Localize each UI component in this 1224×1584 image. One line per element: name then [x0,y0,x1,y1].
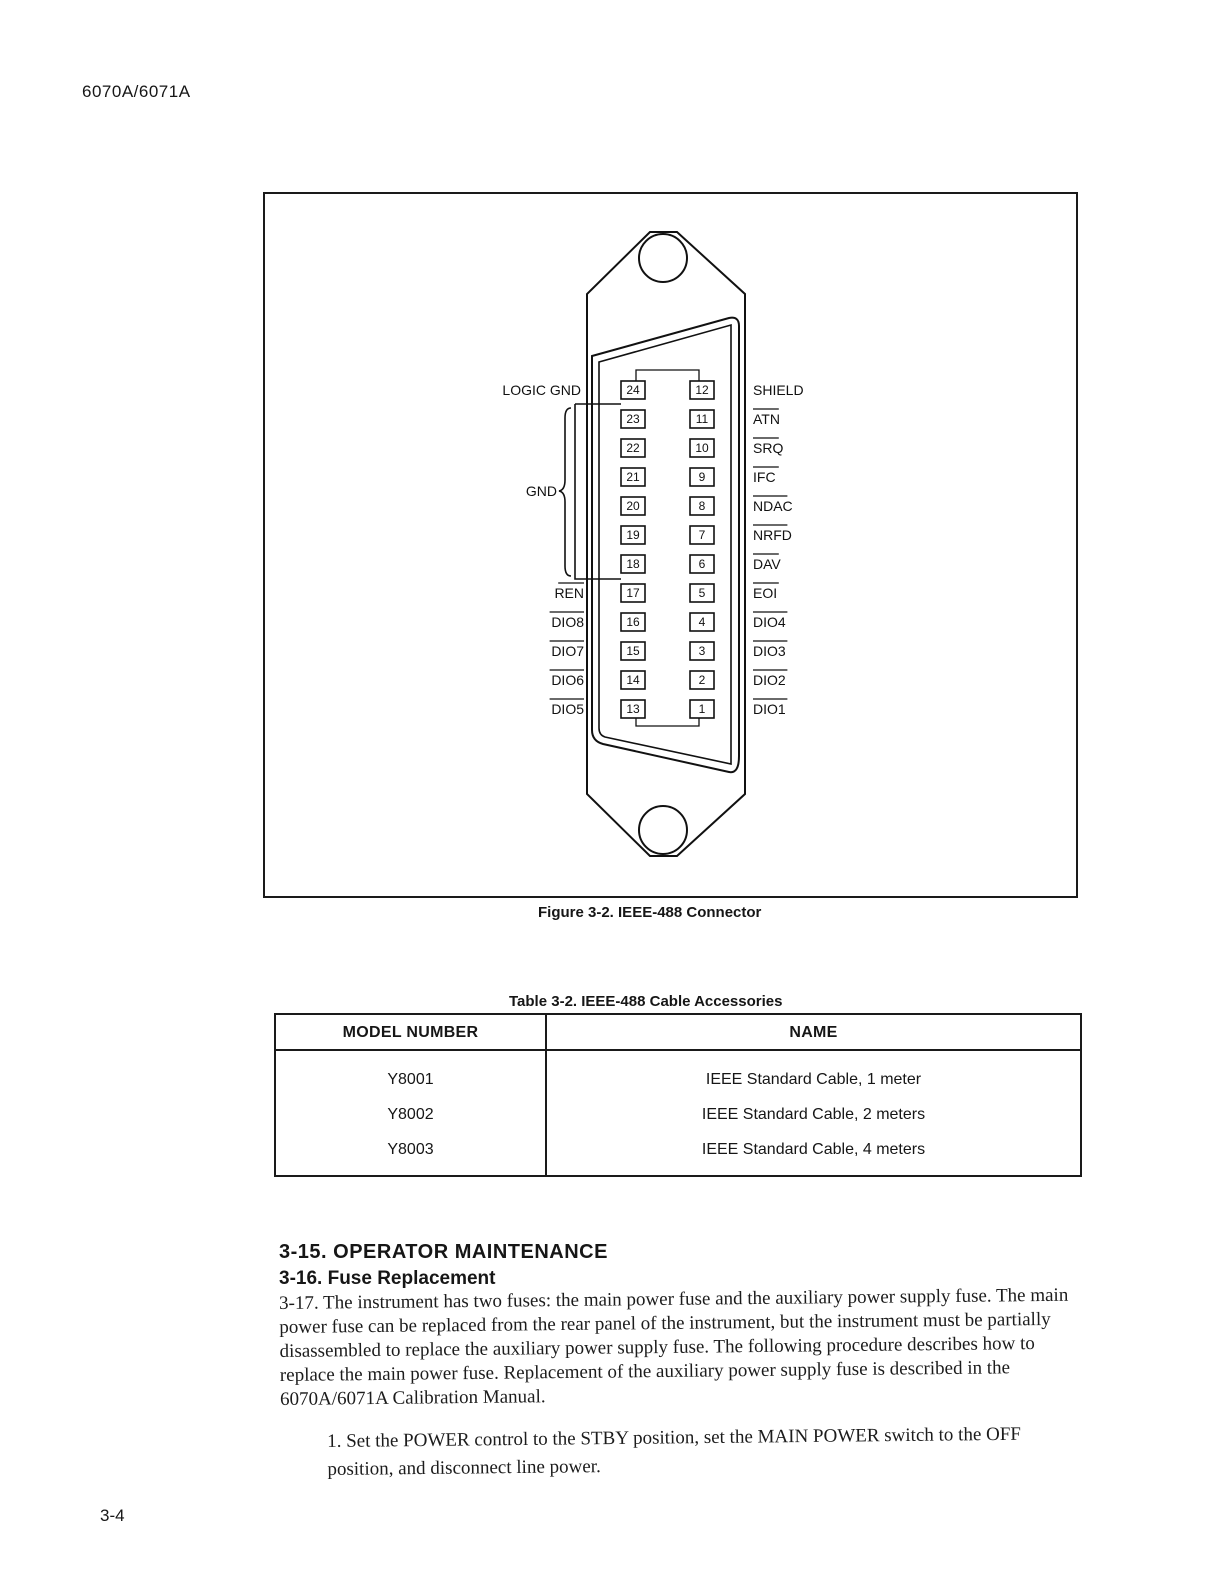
signal-label: DAV [753,556,781,572]
figure-frame [263,192,1078,898]
pin-number: 10 [695,441,709,455]
table-row [276,1106,1080,1136]
pin-number: 12 [695,383,709,397]
ieee-488-connector-diagram [265,194,1076,896]
signal-label: DIO6 [551,672,584,688]
pin-number: 20 [626,499,640,513]
table-row [276,1071,1080,1101]
connector-insert-outer [592,318,739,773]
procedure-step-1: 1. Set the POWER control to the STBY position, set the MAIN POWER switch to the OFF position, and disconnect line power. [327,1423,1022,1480]
pin-number: 5 [698,586,706,600]
name-cell: IEEE Standard Cable, 4 meters [701,1141,926,1158]
signal-label: DIO3 [753,643,786,659]
pin-number: 16 [626,615,640,629]
signal-label: SHIELD [753,382,804,398]
pin-number: 15 [626,644,640,658]
gnd-wiring [575,404,621,579]
signal-label: ATN [753,411,780,427]
gnd-label: GND [525,483,557,499]
pin-number: 11 [695,412,709,426]
top-mounting-hole [639,234,687,282]
name-cell: IEEE Standard Cable, 1 meter [705,1071,922,1088]
pin-number: 1 [698,702,706,716]
table-caption: Table 3-2. IEEE-488 Cable Accessories [509,993,783,1010]
pin-number: 14 [626,673,640,687]
signal-label: DIO7 [551,643,584,659]
paragraph-3-17: 3-17. The instrument has two fuses: the main power fuse and the auxiliary power supply fuse. The main power fuse can be replaced from the rear panel of the instrument, but the instrument must be partially disassembled to replace the auxiliary power supply fuse. The following procedure describes how to replace the main power fuse. Replacement of the auxiliary power supply fuse is described in the 6070A/6071A Calibration Manual. [279,1284,1069,1410]
column-header-name: NAME [789,1024,838,1041]
logic-gnd-label: LOGIC GND [502,382,581,398]
pin-number: 17 [626,586,640,600]
column-header-model: MODEL NUMBER [342,1024,479,1041]
figure-caption: Figure 3-2. IEEE-488 Connector [538,904,762,921]
gnd-brace [559,408,571,576]
signal-label: DIO4 [753,614,786,630]
table-header-row [276,1015,1080,1051]
section-heading-fuse-replacement: 3-16. Fuse Replacement [279,1268,496,1289]
pin-number: 6 [698,557,706,571]
pin-number: 8 [698,499,706,513]
signal-label: IFC [753,469,776,485]
pin-number: 19 [626,528,640,542]
pin-number: 13 [626,702,640,716]
pin-number: 18 [626,557,640,571]
signal-label: SRQ [753,440,784,456]
model-number-cell: Y8002 [387,1106,434,1123]
model-number-cell: Y8001 [387,1071,434,1088]
pin-number: 2 [698,673,706,687]
pin-number: 7 [698,528,706,542]
document-model-id: 6070A/6071A [82,82,191,101]
table-row [276,1141,1080,1171]
page-number: 3-4 [100,1506,125,1525]
signal-label: NDAC [753,498,793,514]
name-cell: IEEE Standard Cable, 2 meters [701,1106,926,1123]
pin-number: 23 [626,412,640,426]
pin-number: 22 [626,441,640,455]
signal-label: NRFD [753,527,792,543]
pin-number: 21 [626,470,640,484]
pin-number: 24 [626,383,640,397]
model-number-cell: Y8003 [387,1141,434,1158]
signal-label: DIO1 [753,701,786,717]
cable-accessories-table [274,1013,1082,1177]
pin-number: 9 [698,470,706,484]
signal-label: DIO2 [753,672,786,688]
pin-number: 4 [698,615,706,629]
section-heading-operator-maintenance: 3-15. OPERATOR MAINTENANCE [279,1241,608,1263]
signal-label: DIO8 [551,614,584,630]
signal-label: EOI [753,585,778,601]
signal-label: REN [554,585,584,601]
signal-label: DIO5 [551,701,584,717]
pin-number: 3 [698,644,706,658]
bottom-mounting-hole [639,806,687,854]
